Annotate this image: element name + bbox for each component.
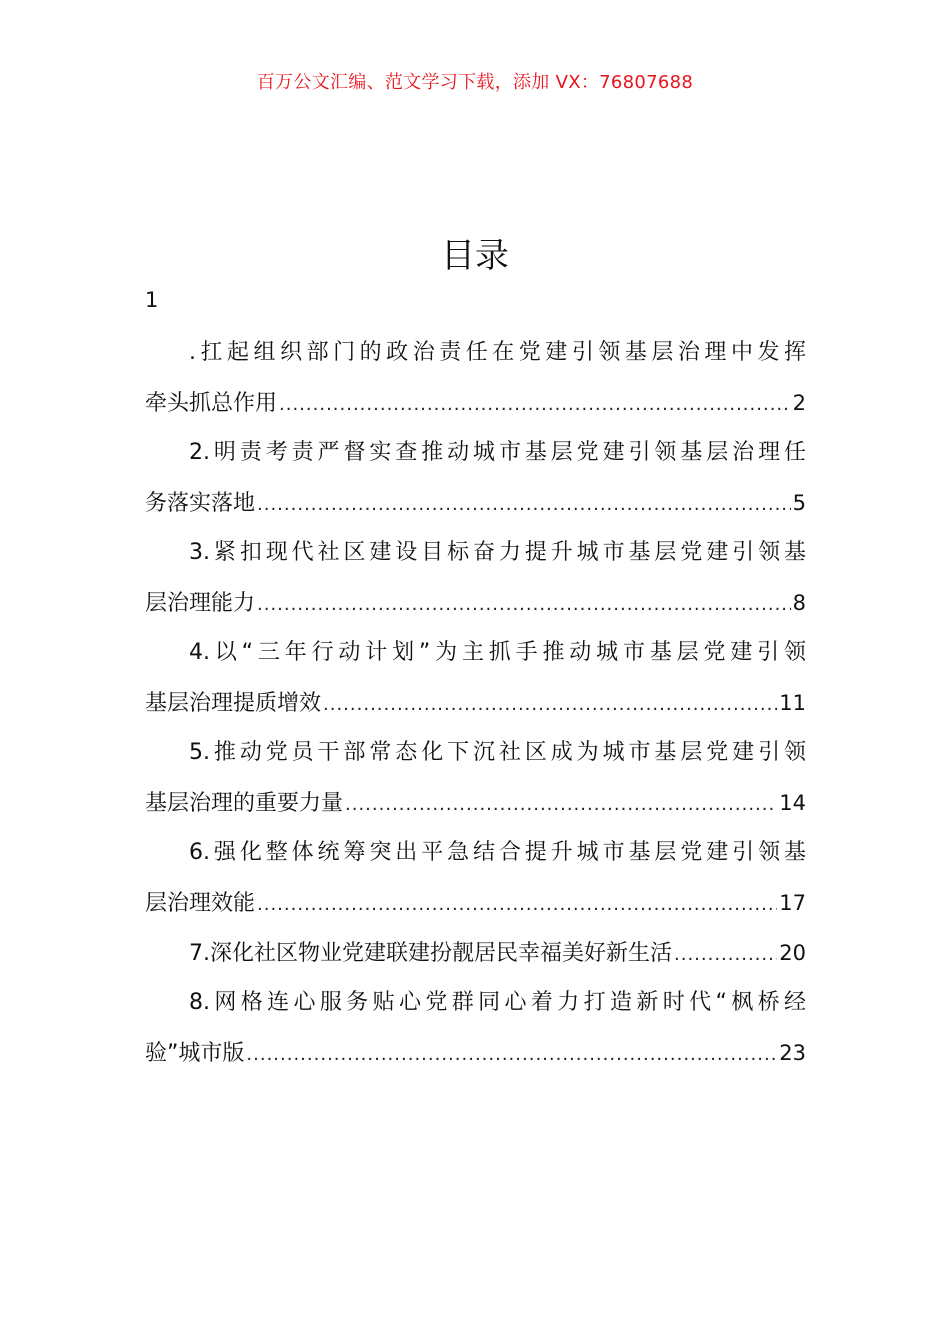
toc-entry-6[interactable] <box>145 828 806 928</box>
toc-entry-title: 5.推动党员干部常态化下沉社区成为城市基层党建引领 <box>189 740 806 765</box>
toc-page-number: 14 <box>779 791 806 815</box>
dot-leader <box>257 580 791 630</box>
toc-entry-2[interactable] <box>145 428 806 528</box>
toc-entry-title: 4.以“三年行动计划”为主抓手推动城市基层党建引领 <box>189 640 806 665</box>
dot-leader <box>246 1030 777 1080</box>
dot-leader <box>279 380 791 430</box>
toc-entry-1[interactable] <box>145 328 806 428</box>
toc-entry-title-cont: 务落实落地 <box>145 491 256 516</box>
toc-entry-3[interactable] <box>145 528 806 628</box>
toc-entry-5[interactable] <box>145 728 806 828</box>
toc-entry-title: 7.深化社区物业党建联建扮靓居民幸福美好新生活 <box>189 941 672 966</box>
toc-entry-title: 3.紧扣现代社区建设目标奋力提升城市基层党建引领基 <box>189 540 806 565</box>
table-of-contents <box>145 328 806 1078</box>
page-title: 目录 <box>441 236 509 276</box>
dot-leader <box>323 680 777 730</box>
watermark-banner: 百万公文汇编、范文学习下载，添加 VX：76807688 <box>256 72 694 93</box>
dot-leader <box>257 880 777 930</box>
toc-page-number: 2 <box>792 391 806 415</box>
toc-page-number: 8 <box>792 591 806 615</box>
toc-entry-title: 2.明责考责严督实查推动城市基层党建引领基层治理任 <box>189 440 806 465</box>
dot-leader <box>674 930 777 980</box>
toc-page-number: 20 <box>779 941 806 965</box>
toc-entry-title-cont: 牵头抓总作用 <box>145 391 278 416</box>
toc-entry-title: .扛起组织部门的政治责任在党建引领基层治理中发挥 <box>189 340 806 365</box>
toc-page-number: 11 <box>779 691 806 715</box>
toc-entry-title: 8.网格连心服务贴心党群同心着力打造新时代“枫桥经 <box>189 990 806 1015</box>
dot-leader <box>345 780 777 830</box>
toc-page-number: 23 <box>779 1041 806 1065</box>
dot-leader <box>257 480 791 530</box>
toc-entry-4[interactable] <box>145 628 806 728</box>
toc-entry-title: 6.强化整体统筹突出平急结合提升城市基层党建引领基 <box>189 840 806 865</box>
toc-entry-7[interactable] <box>145 928 806 978</box>
toc-page-number: 5 <box>792 491 806 515</box>
toc-lead-number: 1 <box>145 288 159 312</box>
toc-entry-8[interactable] <box>145 978 806 1078</box>
toc-entry-title-cont: 基层治理的重要力量 <box>145 791 344 816</box>
toc-entry-title-cont: 验”城市版 <box>145 1041 245 1066</box>
toc-entry-title-cont: 层治理能力 <box>145 591 256 616</box>
toc-entry-title-cont: 层治理效能 <box>145 891 256 916</box>
toc-entry-title-cont: 基层治理提质增效 <box>145 691 322 716</box>
toc-page-number: 17 <box>779 891 806 915</box>
